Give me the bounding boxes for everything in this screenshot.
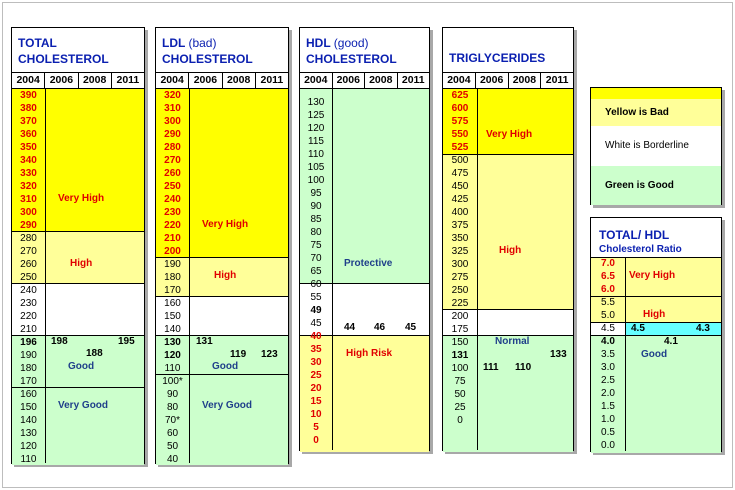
scale-value: 131: [451, 350, 469, 361]
scale-value: 175: [451, 324, 469, 335]
scale-value: 200: [451, 311, 469, 322]
scale-value: 180: [164, 272, 181, 283]
scale-value: 75: [454, 376, 466, 387]
scale-value: 85: [310, 214, 322, 225]
scale-value: 300: [164, 116, 181, 127]
scale-value: 1.5: [601, 401, 615, 412]
scale-value: 360: [20, 129, 37, 140]
scale-value: 170: [20, 376, 37, 387]
scale-value: 40: [166, 454, 179, 465]
scale-value: 140: [164, 324, 181, 335]
scale-value: 90: [166, 389, 179, 400]
scale-value: 350: [20, 142, 37, 153]
hdl-panel: [299, 27, 430, 451]
scale-value: 10: [310, 409, 322, 420]
label-high: High: [499, 245, 522, 256]
scale-value: 320: [164, 90, 181, 101]
scale-value: 220: [164, 220, 181, 231]
label-good: Good: [641, 349, 668, 360]
scale-value: 110: [164, 363, 181, 374]
legend-bad-swatch: [591, 88, 721, 99]
scale-value: 325: [451, 246, 469, 257]
scale-value: 190: [164, 259, 181, 270]
scale-value: 130: [164, 337, 181, 348]
label-protective: Protective: [344, 258, 393, 269]
value-2008: 4.1: [664, 336, 678, 347]
scale-value: 105: [307, 162, 325, 173]
scale-value: 190: [20, 350, 37, 361]
year-header: 2004 2006 2008 2011: [156, 72, 288, 89]
triglycerides-panel: [442, 27, 574, 451]
scale-value: 340: [20, 155, 37, 166]
scale-value: 280: [20, 233, 37, 244]
scale-value: 150: [20, 402, 37, 413]
scale-value: 450: [451, 181, 469, 192]
value-2006: 198: [51, 336, 68, 347]
scale-value: 2.0: [601, 388, 615, 399]
ratio-panel: [590, 217, 722, 452]
scale-value: 75: [310, 240, 322, 251]
panel-title: HDL (good) CHOLESTEROL: [306, 36, 397, 66]
legend-borderline: White is Borderline: [591, 126, 721, 166]
scale-value: 400: [451, 207, 469, 218]
scale-value: 425: [451, 194, 469, 205]
label-very-good: Very Good: [58, 400, 109, 411]
scale-value: 100: [451, 363, 469, 374]
scale-value: 140: [20, 415, 37, 426]
scale-value: 250: [20, 272, 37, 283]
scale-value: 196: [20, 337, 37, 348]
scale-value: 95: [310, 188, 322, 199]
scale-value: 310: [164, 103, 181, 114]
scale-value: 3.0: [601, 362, 615, 373]
scale-value: 25: [310, 370, 322, 381]
value-2011: 123: [261, 349, 278, 360]
scale-value: 500: [451, 155, 469, 166]
scale-value: 230: [164, 207, 181, 218]
scale-value: 45: [310, 318, 322, 329]
scale-value: 115: [308, 136, 324, 147]
scale-value: 380: [20, 103, 37, 114]
scale-value: 0.5: [601, 427, 615, 438]
value-2011: 133: [550, 349, 567, 360]
scale-value: 0: [313, 435, 319, 446]
value-2008: 188: [86, 348, 103, 359]
value-2006: 4.5: [631, 323, 645, 334]
scale-value: 125: [307, 110, 325, 121]
scale-value: 270: [20, 246, 37, 257]
scale-value: 275: [451, 272, 469, 283]
legend-bad: Yellow is Bad: [591, 99, 721, 126]
label-good: Good: [68, 361, 95, 372]
scale-value: 4.0: [601, 336, 615, 347]
scale-value: 280: [164, 142, 181, 153]
scale-value: 20: [310, 383, 322, 394]
scale-value: 120: [307, 123, 325, 134]
scale-value: 130: [307, 97, 325, 108]
value-2006: 44: [344, 322, 356, 333]
scale-value: 70*: [164, 415, 180, 426]
label-good: Good: [212, 361, 239, 372]
scale-value: 575: [451, 116, 469, 127]
label-very-good: Very Good: [202, 400, 253, 411]
scale-value: 375: [451, 220, 469, 231]
value-2008: 110: [515, 362, 532, 373]
scale-value: 1.0: [601, 414, 615, 425]
label-very-high: Very High: [202, 219, 249, 230]
scale-value: 90: [310, 201, 322, 212]
scale-value: 390: [20, 90, 37, 101]
value-2011: 45: [405, 322, 417, 333]
label-high: High: [214, 270, 237, 281]
scale-value: 150: [451, 337, 469, 348]
scale-value: 260: [164, 168, 181, 179]
scale-value: 110: [308, 149, 324, 160]
scale-value: 475: [451, 168, 469, 179]
scale-value: 40: [310, 331, 322, 342]
scale-value: 50: [454, 389, 466, 400]
scale-value: 200: [164, 246, 181, 257]
scale-value: 625: [451, 90, 469, 101]
label-high-risk: High Risk: [346, 348, 393, 359]
year-header: 2004 2006 2008 2011: [300, 72, 429, 89]
scale-value: 35: [310, 344, 322, 355]
scale-value: 230: [20, 298, 37, 309]
scale-value: 300: [20, 207, 37, 218]
label-normal: Normal: [495, 336, 530, 347]
panel-title: TRIGLYCERIDES: [449, 51, 546, 65]
value-2006: 111: [483, 362, 499, 373]
scale-value: 3.5: [601, 349, 615, 360]
scale-value: 225: [451, 298, 469, 309]
scale-value: 160: [164, 298, 181, 309]
label-very-high: Very High: [629, 270, 676, 281]
scale-value: 60: [310, 279, 322, 290]
scale-value: 210: [20, 324, 37, 335]
label-very-high: Very High: [58, 193, 105, 204]
scale-value: 350: [451, 233, 469, 244]
scale-value: 2.5: [601, 375, 615, 386]
scale-value: 130: [20, 428, 37, 439]
value-2008: 46: [374, 322, 386, 333]
scale-value: 210: [164, 233, 181, 244]
scale-value: 240: [164, 194, 181, 205]
scale-value: 290: [164, 129, 181, 140]
scale-value: 5.5: [601, 297, 615, 308]
scale-value: 220: [20, 311, 37, 322]
panel-title: TOTAL CHOLESTEROL: [18, 36, 109, 66]
year-header: 2004 2006 2008 2011: [12, 72, 144, 89]
scale-value: 110: [20, 454, 37, 465]
scale-value: 240: [20, 285, 37, 296]
scale-value: 270: [164, 155, 181, 166]
scale-value: 49: [310, 305, 322, 316]
scale-value: 100*: [162, 376, 183, 387]
scale-value: 320: [20, 181, 37, 192]
scale-value: 310: [20, 194, 37, 205]
value-2011: 4.3: [696, 323, 710, 334]
legend-good: Green is Good: [591, 166, 721, 205]
year-header: 2004 2006 2008 2011: [443, 72, 573, 89]
panel-title: TOTAL/ HDL Cholesterol Ratio: [599, 228, 682, 255]
scale-value: 65: [310, 266, 322, 277]
scale-value: 7.0: [601, 258, 615, 269]
scale-value: 120: [164, 350, 181, 361]
scale-value: 70: [310, 253, 322, 264]
scale-value: 120: [20, 441, 37, 452]
scale-value: 30: [310, 357, 322, 368]
scale-value: 550: [451, 129, 469, 140]
scale-value: 5.0: [601, 310, 615, 321]
value-2006: 131: [196, 336, 213, 347]
color-legend: [590, 87, 722, 205]
ldl-panel: [155, 27, 289, 464]
scale-value: 180: [20, 363, 37, 374]
scale-value: 330: [20, 168, 37, 179]
scale-value: 0.0: [601, 440, 615, 451]
scale-value: 60: [166, 428, 179, 439]
scale-value: 160: [20, 389, 37, 400]
total-cholesterol-panel: [11, 27, 145, 464]
scale-value: 370: [20, 116, 37, 127]
scale-value: 300: [451, 259, 469, 270]
scale-value: 6.5: [601, 271, 615, 282]
scale-value: 260: [20, 259, 37, 270]
label-high: High: [70, 258, 93, 269]
scale-value: 15: [310, 396, 322, 407]
scale-value: 80: [310, 227, 322, 238]
scale-value: 100: [307, 175, 325, 186]
scale-value: 600: [451, 103, 469, 114]
scale-value: 290: [20, 220, 37, 231]
scale-value: 5: [313, 422, 319, 433]
value-2011: 195: [118, 336, 135, 347]
panel-title: LDL (bad) CHOLESTEROL: [162, 36, 253, 66]
scale-value: 150: [164, 311, 181, 322]
value-2008: 119: [230, 349, 247, 360]
label-high: High: [643, 309, 666, 320]
scale-value: 80: [166, 402, 179, 413]
scale-value: 0: [457, 415, 463, 426]
label-very-high: Very High: [486, 129, 533, 140]
scale-value: 250: [451, 285, 469, 296]
scale-value: 50: [166, 441, 179, 452]
scale-value: 525: [451, 142, 469, 153]
scale-value: 25: [454, 402, 466, 413]
scale-value: 250: [164, 181, 181, 192]
scale-value: 55: [310, 292, 322, 303]
scale-value: 6.0: [601, 284, 615, 295]
scale-value: 170: [164, 285, 181, 296]
scale-value: 4.5: [601, 323, 615, 334]
